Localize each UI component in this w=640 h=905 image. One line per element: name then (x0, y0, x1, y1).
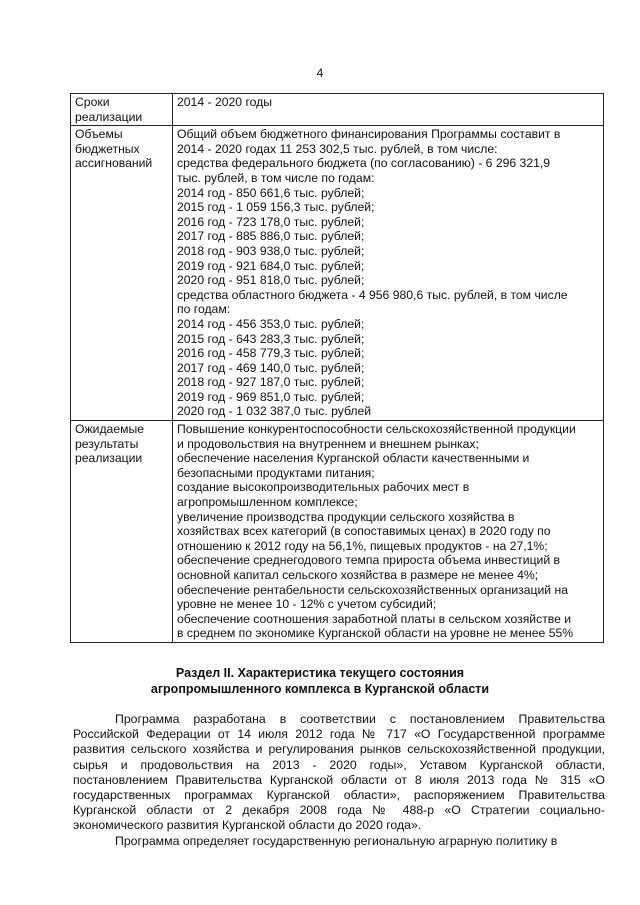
row-label-line: ассигнований (75, 156, 153, 171)
row-label-cell (71, 126, 173, 421)
row-value-line: обеспечение среднегодового темпа прироста объема инвестиций в (177, 553, 561, 568)
row-value-line: безопасными продуктами питания; (177, 465, 375, 480)
row-value-line: тыс. рублей, в том числе по годам: (177, 170, 375, 185)
row-value-cell (173, 126, 604, 421)
row-value-line: 2014 - 2020 годах 11 253 302,5 тыс. рублей, в том числе: (177, 141, 498, 156)
row-value-line: уровне не менее 10 - 12% с учетом субсидий; (177, 597, 437, 612)
row-value-line: 2017 год - 885 886,0 тыс. рублей; (177, 229, 365, 244)
table-row-expected-results (71, 421, 604, 643)
row-value-line: 2016 год - 458 779,3 тыс. рублей; (177, 346, 365, 361)
row-value-line: обеспечение населения Курганской области качественными и (177, 451, 530, 466)
row-label-line: реализации (75, 451, 143, 466)
row-value-line: 2020 год - 1 032 387,0 тыс. рублей (177, 404, 372, 419)
row-value-line: 2019 год - 921 684,0 тыс. рублей; (177, 258, 365, 273)
row-value-line: средства федерального бюджета (по согласованию) - 6 296 321,9 (177, 156, 551, 171)
row-value-line: Общий объем бюджетного финансирования Программы составит в (177, 127, 561, 142)
body-text (73, 712, 605, 849)
row-label-line: Сроки (75, 95, 110, 109)
row-value-cell (173, 94, 604, 126)
row-value-line: 2015 год - 643 283,3 тыс. рублей; (177, 331, 365, 346)
row-value-line: средства областного бюджета - 4 956 980,6 тыс. рублей, в том числе (177, 287, 568, 302)
section-heading-line: Раздел II. Характеристика текущего состояния (175, 666, 465, 680)
row-label-line: бюджетных (75, 141, 140, 156)
row-value-line: 2018 год - 927 187,0 тыс. рублей; (177, 375, 365, 390)
paragraph: Программа разработана в соответствии с постановлением Правительства Российской Федерации от 14 июля 2012 года № 717 «О Государственной программе развития сельского хозяйства и регулирования рынков сельскохозяйственной продукции, сырья и продовольствия на 2013 - 2020 годы», Уставом Курганской области, постановлением Правительства Курганской области от 8 июля 2013 года № 315 «О государственных программах Курганской области», распоряжением Правительства Курганской области от 2 декабря 2008 года № 488-р «О Стратегии социально-экономического развития Курганской области до 2020 года». (73, 712, 605, 833)
row-value-line: увеличение производства продукции сельского хозяйства в (177, 509, 515, 524)
table-row-budget-allocations (71, 126, 604, 421)
row-value-line: 2015 год - 1 059 156,3 тыс. рублей; (177, 200, 375, 215)
row-value-line: 2014 год - 456 353,0 тыс. рублей; (177, 316, 365, 331)
row-value-line: 2020 год - 951 818,0 тыс. рублей; (177, 273, 365, 288)
row-value-line: 2018 год - 903 938,0 тыс. рублей; (177, 243, 365, 258)
row-value-line: по годам: (177, 302, 231, 317)
row-label-cell (71, 94, 173, 126)
row-value-line: хозяйствах всех категорий (в сопоставимых ценах) в 2020 году по (177, 524, 551, 539)
table-row-implementation-period (71, 94, 604, 126)
row-value-line: агропромышленном комплексе; (177, 495, 358, 510)
row-value-line: 2016 год - 723 178,0 тыс. рублей; (177, 214, 365, 229)
row-label-cell (71, 421, 173, 643)
section-heading-line: агропромышленного комплекса в Курганской области (150, 681, 490, 696)
paragraph: Программа определяет государственную региональную аграрную политику в (115, 833, 558, 848)
row-value-cell (173, 421, 604, 643)
row-value-line: в среднем по экономике Курганской области на уровне не менее 55% (177, 626, 574, 641)
row-value-line: 2014 год - 850 661,6 тыс. рублей; (177, 185, 365, 200)
page-number: 4 (316, 66, 324, 80)
row-label-line: реализации (75, 109, 143, 124)
row-value-line: обеспечение рентабельности сельскохозяйственных организаций на (177, 582, 568, 597)
row-value-line: основной капитал сельского хозяйства в размере не менее 4%; (177, 568, 539, 582)
row-value-line: 2017 год - 469 140,0 тыс. рублей; (177, 360, 365, 375)
row-value-line: 2014 - 2020 годы (177, 95, 273, 109)
program-passport-table (70, 93, 604, 643)
row-value-line: обеспечение соотношения заработной платы в сельском хозяйстве и (177, 611, 572, 626)
row-label-line: Объемы (75, 127, 123, 142)
row-label-line: результаты (75, 436, 139, 451)
row-value-line: отношению к 2012 году на 56,1%, пищевых продуктов - на 27,1%; (177, 538, 548, 553)
row-label-line: Ожидаемые (75, 422, 145, 437)
row-value-line: 2019 год - 969 851,0 тыс. рублей; (177, 389, 365, 404)
row-value-line: Повышение конкурентоспособности сельскохозяйственной продукции (177, 422, 576, 437)
section-heading (0, 666, 640, 697)
row-value-line: создание высокопроизводительных рабочих мест в (177, 480, 470, 495)
row-value-line: и продовольствия на внутреннем и внешнем рынках; (177, 436, 479, 451)
